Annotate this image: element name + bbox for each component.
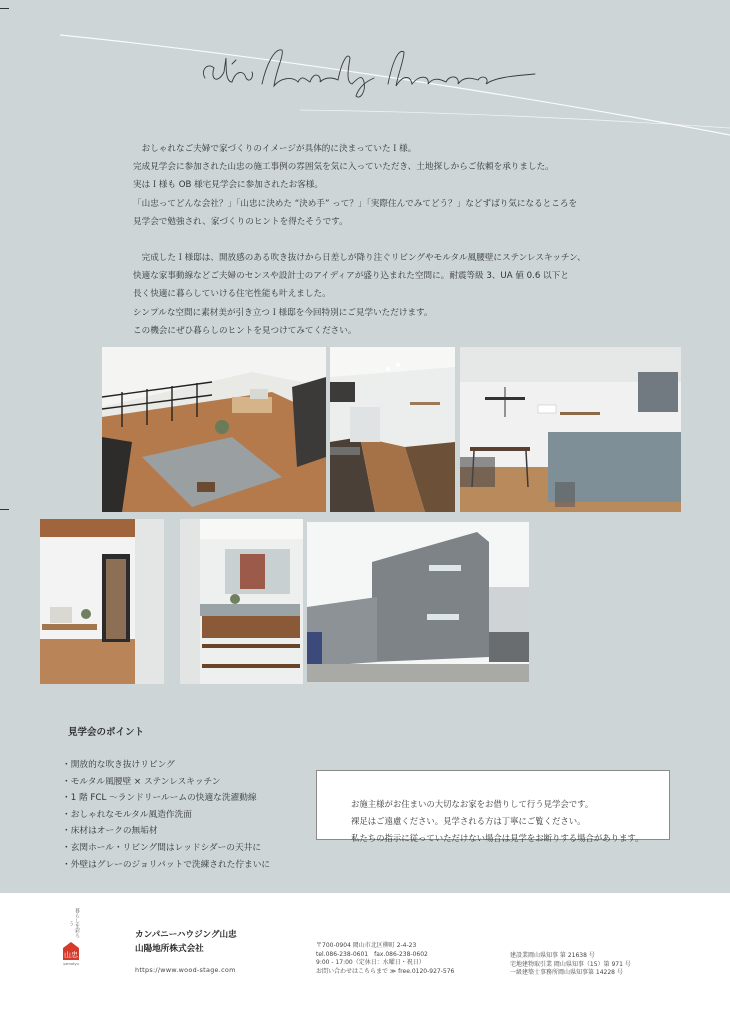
intro-line: 長く快適に暮らしていける住宅性能も叶えました。 [133, 289, 331, 300]
notice-box [316, 770, 670, 843]
intro-line: 実はＩ様も OB 様宅見学会に参加されたお客様。 [133, 180, 323, 191]
website-link[interactable]: https://www.wood-stage.com [135, 966, 236, 974]
photo-washroom [180, 519, 303, 684]
points-list [62, 757, 270, 873]
notice-line: 裸足はご遠慮ください。見学される方は丁寧にご覧ください。 [351, 816, 586, 826]
address-line: tel.086-238-0601 fax.086-238-0602 [316, 950, 428, 958]
intro-line: 快適な家事動線などご夫婦のセンスや設計士のアイディアが盛り込まれた空間に。耐震等級 3、UA 値 0.6 以下と [133, 271, 569, 282]
intro-line: 完成見学会に参加された山忠の施工事例の雰囲気を気に入っていただき、土地探しからご依頼を承りました。 [133, 162, 554, 173]
points-title: 見学会のポイント [68, 727, 145, 738]
list-item: ・玄関ホール・リビング間はレッドシダーの天井に [62, 842, 262, 853]
company-name: カンパニーハウジング山忠 [135, 930, 237, 940]
photo-dining [460, 347, 681, 512]
list-item: ・1 階 FCL ～ランドリールームの快適な洗濯動線 [62, 793, 257, 804]
logo-text: 山忠 [64, 951, 78, 959]
notice-line: お施主様がお住まいの大切なお家をお借りして行う見学会です。 [351, 799, 594, 809]
license-block [510, 952, 631, 978]
logo-sub: yamatyu [63, 962, 79, 966]
list-item: ・外壁はグレーのジョリパットで洗練された佇まいに [62, 859, 271, 870]
company-name: 山陽地所株式会社 [135, 944, 204, 954]
address-line: お問い合わせはこちらまで ≫ free.0120-927-576 [316, 968, 455, 976]
intro-line: この機会にぜひ暮らしのヒントを見つけてみてください。 [133, 325, 357, 336]
license-line: 建設業岡山県知事 第 21638 号 [510, 952, 595, 959]
intro-line: 完成したＩ様邸は、開放感のある吹き抜けから日差しが降り注ぐリビングやモルタル風腰壁にステンレスキッチン、 [133, 253, 586, 264]
list-item: ・おしゃれなモルタル風造作洗面 [62, 809, 192, 820]
address-line: 9:00 - 17:00（定休日：水曜日・祝日） [316, 959, 425, 967]
logo-tagline: 暮らしを彩ろう [68, 908, 80, 938]
script-title [0, 0, 730, 120]
photo-exterior [307, 522, 529, 682]
photo-corridor [40, 519, 164, 684]
license-line: 一級建築士事務所岡山県知事第 14228 号 [510, 969, 623, 977]
intro-line: おしゃれなご夫婦で家づくりのイメージが具体的に決まっていたＩ様。 [133, 144, 417, 154]
photo-kitchen [330, 347, 455, 512]
intro-line: シンプルな空間に素材美が引き立つＩ様邸を今回特別にご見学いただけます。 [133, 307, 433, 318]
company-logo-icon [61, 942, 81, 966]
photo-living-from-above [102, 347, 326, 512]
notice-line: 私たちの指示に従っていただけない場合は見学をお断りする場合があります。 [351, 833, 644, 843]
list-item: ・モルタル風腰壁 × ステンレスキッチン [62, 776, 221, 787]
address-block [316, 942, 454, 977]
license-line: 宅地建物取引業 岡山県知事（15）第 971 号 [510, 960, 631, 968]
paragraph-gap [133, 231, 653, 249]
list-item: ・開放的な吹き抜けリビング [62, 760, 175, 770]
list-item: ・床材はオークの無垢材 [62, 826, 158, 837]
address-line: 〒700-0904 岡山市北区柳町 2-4-23 [316, 942, 417, 949]
intro-line: 「山忠ってどんな会社？」「山忠に決めた “決め手” って？」「実際住んでみてどう？」などずばり気になるところを [133, 198, 578, 209]
intro-line: 見学会で勉強され、家づくりのヒントを得たそうです。 [133, 216, 348, 227]
intro-text [133, 140, 653, 340]
